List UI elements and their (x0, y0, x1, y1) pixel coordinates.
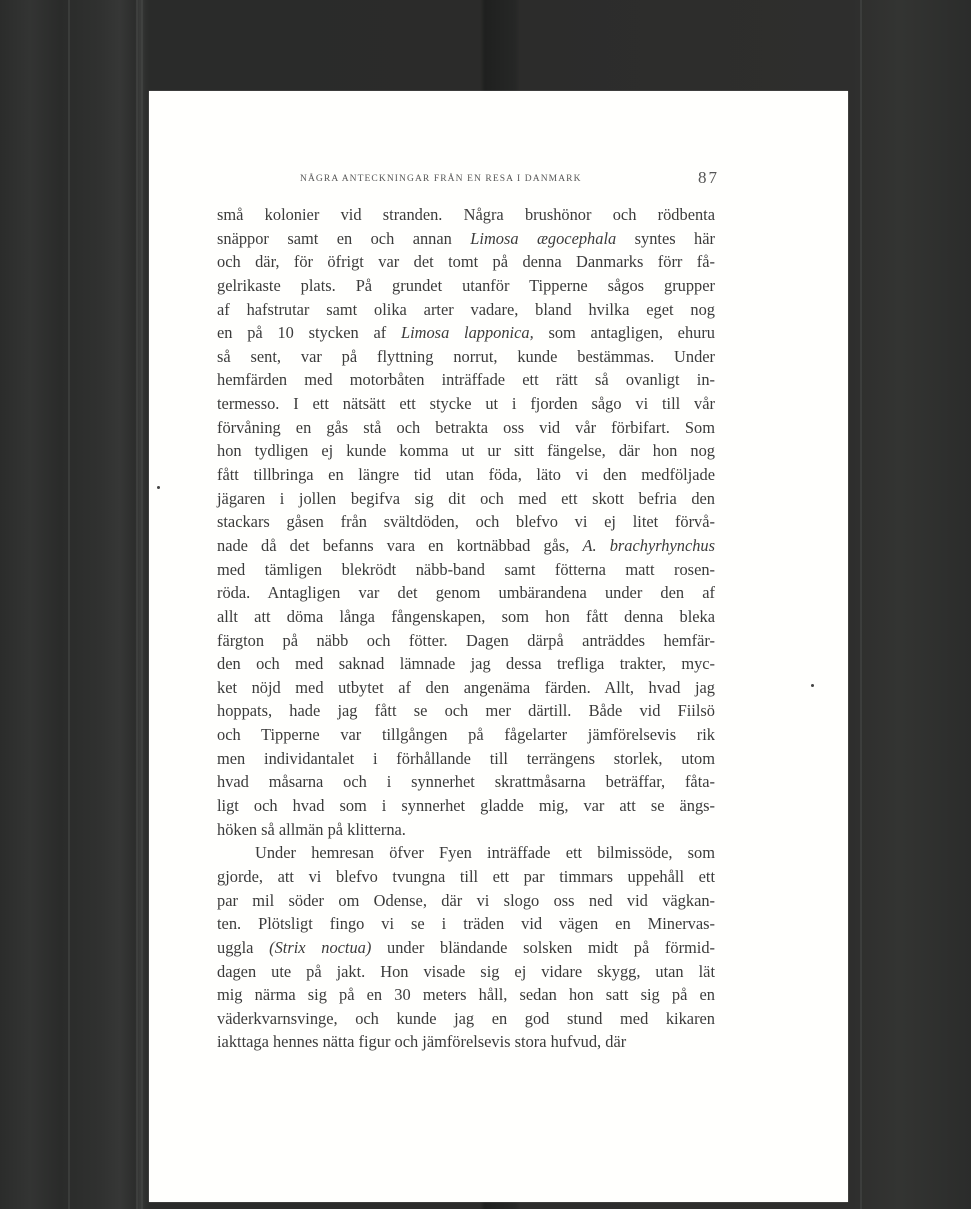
text-line: iakttaga hennes nätta figur och jämförelsevis stora hufvud, där (217, 1032, 627, 1052)
scan-streak (141, 0, 143, 1209)
text-line: nade då det befanns vara en kortnäbbad gås, A. brachyrhynchus (217, 535, 716, 555)
text-line: mig närma sig på en 30 meters håll, sedan hon satt sig på en (217, 985, 715, 1005)
text-line: gjorde, att vi blefvo tvungna till ett par timmars uppehåll ett (217, 866, 715, 886)
scan-streak (860, 0, 862, 1209)
text-line: hoppats, hade jag fått se och mer därtill. Både vid Fiilsö (217, 701, 715, 721)
text-line: hvad måsarna och i synnerhet skrattmåsarna beträffar, fåta- (217, 772, 715, 792)
text-line: hon tydligen ej kunde komma ut ur sitt fängelse, där hon nog (217, 441, 715, 461)
text-line: färgton på näbb och fötter. Dagen därpå anträddes hemfär- (217, 630, 715, 650)
text-line: den och med saknad lämnade jag dessa trefliga trakter, myc- (217, 654, 715, 674)
text-line: små kolonier vid stranden. Några brushönor och rödbenta (217, 205, 715, 224)
text-line: och där, för öfrigt var det tomt på denna Danmarks förr få- (217, 252, 715, 272)
text-line: snäppor samt en och annan Limosa ægocephala syntes här (217, 228, 715, 248)
text-line: höken så allmän på klitterna. (217, 819, 406, 839)
paragraph (217, 841, 715, 1054)
text-line: men individantalet i förhållande till terrängens storlek, utom (217, 748, 715, 768)
text-line: ligt och hvad som i synnerhet gladde mig, var att se ängs- (217, 796, 715, 816)
scan-speck (157, 486, 160, 489)
page-number: 87 (698, 168, 719, 187)
text-line: och Tipperne var tillgången på fågelarter jämförelsevis rik (217, 725, 715, 745)
text-line: gelrikaste plats. På grundet utanför Tipperne sågos grupper (217, 275, 715, 295)
text-line: hemfärden med motorbåten inträffade ett rätt så ovanligt in- (217, 370, 715, 390)
text-line: termesso. I ett nätsätt ett stycke ut i fjorden sågo vi till vår (217, 394, 715, 414)
text-line: allt att döma långa fångenskapen, som hon fått denna bleka (217, 606, 715, 626)
scan-streak (68, 0, 70, 1209)
text-line: en på 10 stycken af Limosa lapponica, som antagligen, ehuru (217, 323, 715, 343)
body-text (217, 203, 715, 1054)
text-line: ket nöjd med utbytet af den angenäma färden. Allt, hvad jag (217, 677, 715, 697)
italic-taxon: Limosa lapponica, (400, 323, 534, 343)
italic-taxon: (Strix noctua) (269, 937, 372, 957)
text-line: af hafstrutar samt olika arter vadare, bland hvilka eget nog (217, 299, 715, 319)
italic-taxon: A. brachyrhynchus (582, 535, 716, 555)
text-line: uggla (Strix noctua) under bländande solsken midt på förmid- (217, 937, 715, 957)
text-line: Under hemresan öfver Fyen inträffade ett bilmissöde, som (255, 843, 715, 863)
paragraph (217, 203, 715, 841)
text-line: par mil söder om Odense, där vi slogo oss ned vid vägkan- (217, 890, 715, 910)
text-line: stackars gåsen från svältdöden, och blefvo vi ej litet förvå- (217, 512, 715, 532)
text-line: förvåning en gås stå och betrakta oss vid vår förbifart. Som (217, 417, 715, 437)
text-line: med tämligen blekrödt näbb-band samt fötterna matt rosen- (217, 559, 715, 579)
running-head-title: NÅGRA ANTECKNINGAR FRÅN EN RESA I DANMARK (300, 174, 582, 184)
text-line: så sent, var på flyttning norrut, kunde bestämmas. Under (217, 346, 715, 366)
text-line: jägaren i jollen begifva sig dit och med ett skott befria den (217, 488, 715, 508)
italic-taxon: Limosa ægocephala (470, 228, 617, 248)
text-line: röda. Antagligen var det genom umbärandena under den af (217, 583, 715, 603)
scan-streak (136, 0, 138, 1209)
text-line: väderkvarnsvinge, och kunde jag en god stund med kikaren (217, 1008, 715, 1028)
text-line: fått tillbringa en längre tid utan föda, läto vi den medföljade (217, 465, 715, 485)
scan-speck (811, 684, 814, 687)
text-line: ten. Plötsligt fingo vi se i träden vid vägen en Minervas- (217, 914, 715, 934)
running-head (300, 173, 745, 184)
text-line: dagen ute på jakt. Hon visade sig ej vidare skygg, utan lät (217, 961, 715, 981)
